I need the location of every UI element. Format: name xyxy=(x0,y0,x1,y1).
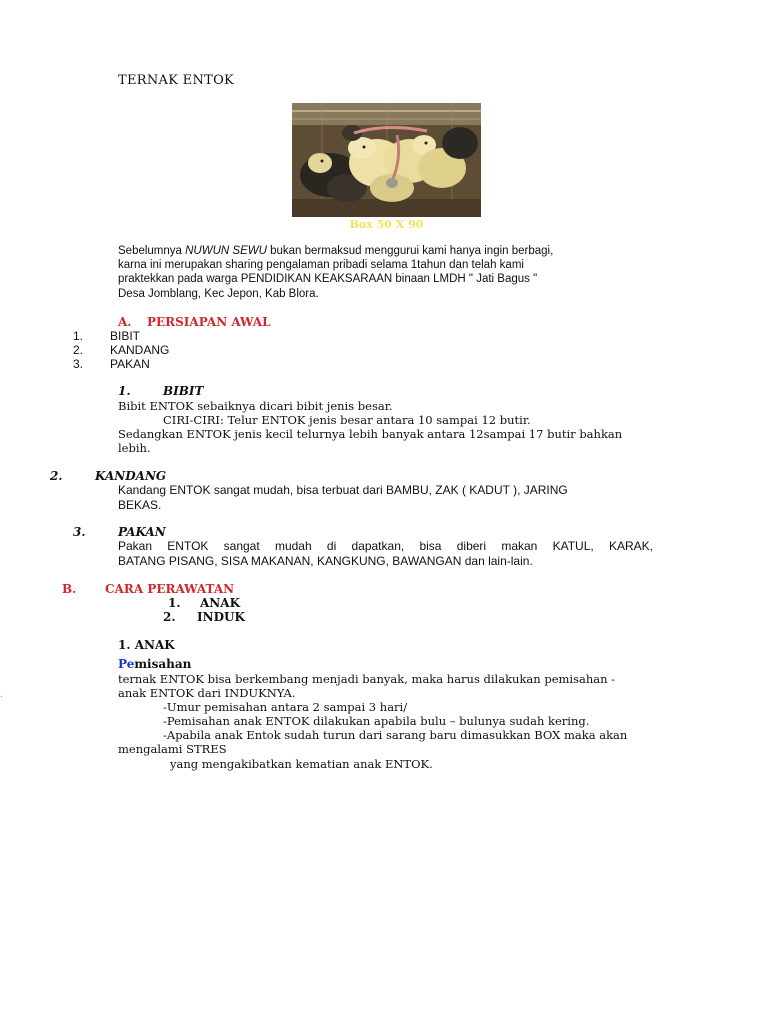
intro-line-2: karna ini merupakan sharing pengalaman pribadi selama 1tahun dan telah kami xyxy=(118,259,524,271)
bibit-line-1: Bibit ENTOK sebaiknya dicari bibit jenis besar. xyxy=(118,399,393,413)
anak-line-1: ternak ENTOK bisa berkembang menjadi banyak, maka harus dilakukan pemisahan - xyxy=(118,672,616,686)
intro-text: praktekkan pada warga xyxy=(118,273,241,285)
anak-heading: 1. ANAK xyxy=(118,638,175,652)
list-item-num: 1. xyxy=(168,596,181,610)
anak-line-6: mengalami STRES xyxy=(118,742,227,756)
list-item-label: PAKAN xyxy=(110,357,150,371)
anak-line-3: -Umur pemisahan antara 2 sampai 3 hari/ xyxy=(163,700,408,714)
list-item-label: KANDANG xyxy=(110,343,170,357)
list-item-label: ANAK xyxy=(200,596,241,610)
intro-emphasis: NUWUN SEWU xyxy=(185,245,267,257)
kandang-line-2: BEKAS. xyxy=(118,498,162,512)
kandang-line-1: Kandang ENTOK sangat mudah, bisa terbuat dari BAMBU, ZAK ( KADUT ), JARING xyxy=(118,483,568,497)
intro-caps: PENDIDIKAN KEAKSARAAN xyxy=(240,273,393,285)
kandang-title: KANDANG xyxy=(95,469,167,483)
list-item-num: 3. xyxy=(73,357,84,371)
intro-line-3 xyxy=(118,272,537,287)
anak-line-2: anak ENTOK dari INDUKNYA. xyxy=(118,686,296,700)
intro-text: Sebelumnya xyxy=(118,245,186,257)
ducklings-photo xyxy=(292,103,481,217)
photo-caption: Box 50 X 90 xyxy=(349,218,424,231)
bibit-line-2: CIRI-CIRI: Telur ENTOK jenis besar antara 10 sampai 12 butir. xyxy=(163,413,531,427)
list-item-label: INDUK xyxy=(197,610,245,624)
bibit-line-3: Sedangkan ENTOK jenis kecil telurnya lebih banyak antara 12sampai 17 butir bahkan xyxy=(118,427,623,441)
bibit-num: 1. xyxy=(118,384,131,398)
list-item-num: 2. xyxy=(73,343,84,357)
bibit-title: BIBIT xyxy=(163,384,204,398)
pakan-title: PAKAN xyxy=(118,525,166,539)
anak-line-4: -Pemisahan anak ENTOK dilakukan apabila bulu – bulunya sudah kering. xyxy=(163,714,590,728)
list-item-num: 1. xyxy=(73,329,84,343)
pakan-line-2: BATANG PISANG, SISA MAKANAN, KANGKUNG, BAWANGAN dan lain-lain. xyxy=(118,554,533,568)
ducklings-illustration xyxy=(292,103,481,217)
kandang-num: 2. xyxy=(50,469,63,483)
bibit-line-4: lebih. xyxy=(118,441,151,455)
subheading-highlight: Pe xyxy=(118,657,135,671)
pemisahan-subheading xyxy=(118,657,191,671)
list-item-num: 2. xyxy=(163,610,176,624)
anak-line-7: yang mengakibatkan kematian anak ENTOK. xyxy=(170,757,433,771)
section-b-title: CARA PERAWATAN xyxy=(105,582,235,596)
stray-mark: . xyxy=(0,690,3,700)
section-a-letter: A. xyxy=(118,315,132,329)
subheading-rest: misahan xyxy=(134,657,192,671)
list-item-label: BIBIT xyxy=(110,329,141,343)
intro-line-1 xyxy=(118,244,553,259)
pakan-num: 3. xyxy=(73,525,86,539)
anak-line-5: -Apabila anak Entok sudah turun dari sarang baru dimasukkan BOX maka akan xyxy=(163,728,628,742)
page-title: TERNAK ENTOK xyxy=(118,73,235,88)
intro-line-4: Desa Jomblang, Kec Jepon, Kab Blora. xyxy=(118,288,319,300)
section-a-title: PERSIAPAN AWAL xyxy=(147,315,271,329)
intro-text: binaan LMDH " Jati Bagus " xyxy=(392,273,538,285)
intro-text: bukan bermaksud menggurui kami hanya ingin berbagi, xyxy=(266,245,554,257)
section-b-letter: B. xyxy=(62,582,77,596)
pakan-line-1: Pakan ENTOK sangat mudah di dapatkan, bisa diberi makan KATUL, KARAK, xyxy=(118,539,653,553)
